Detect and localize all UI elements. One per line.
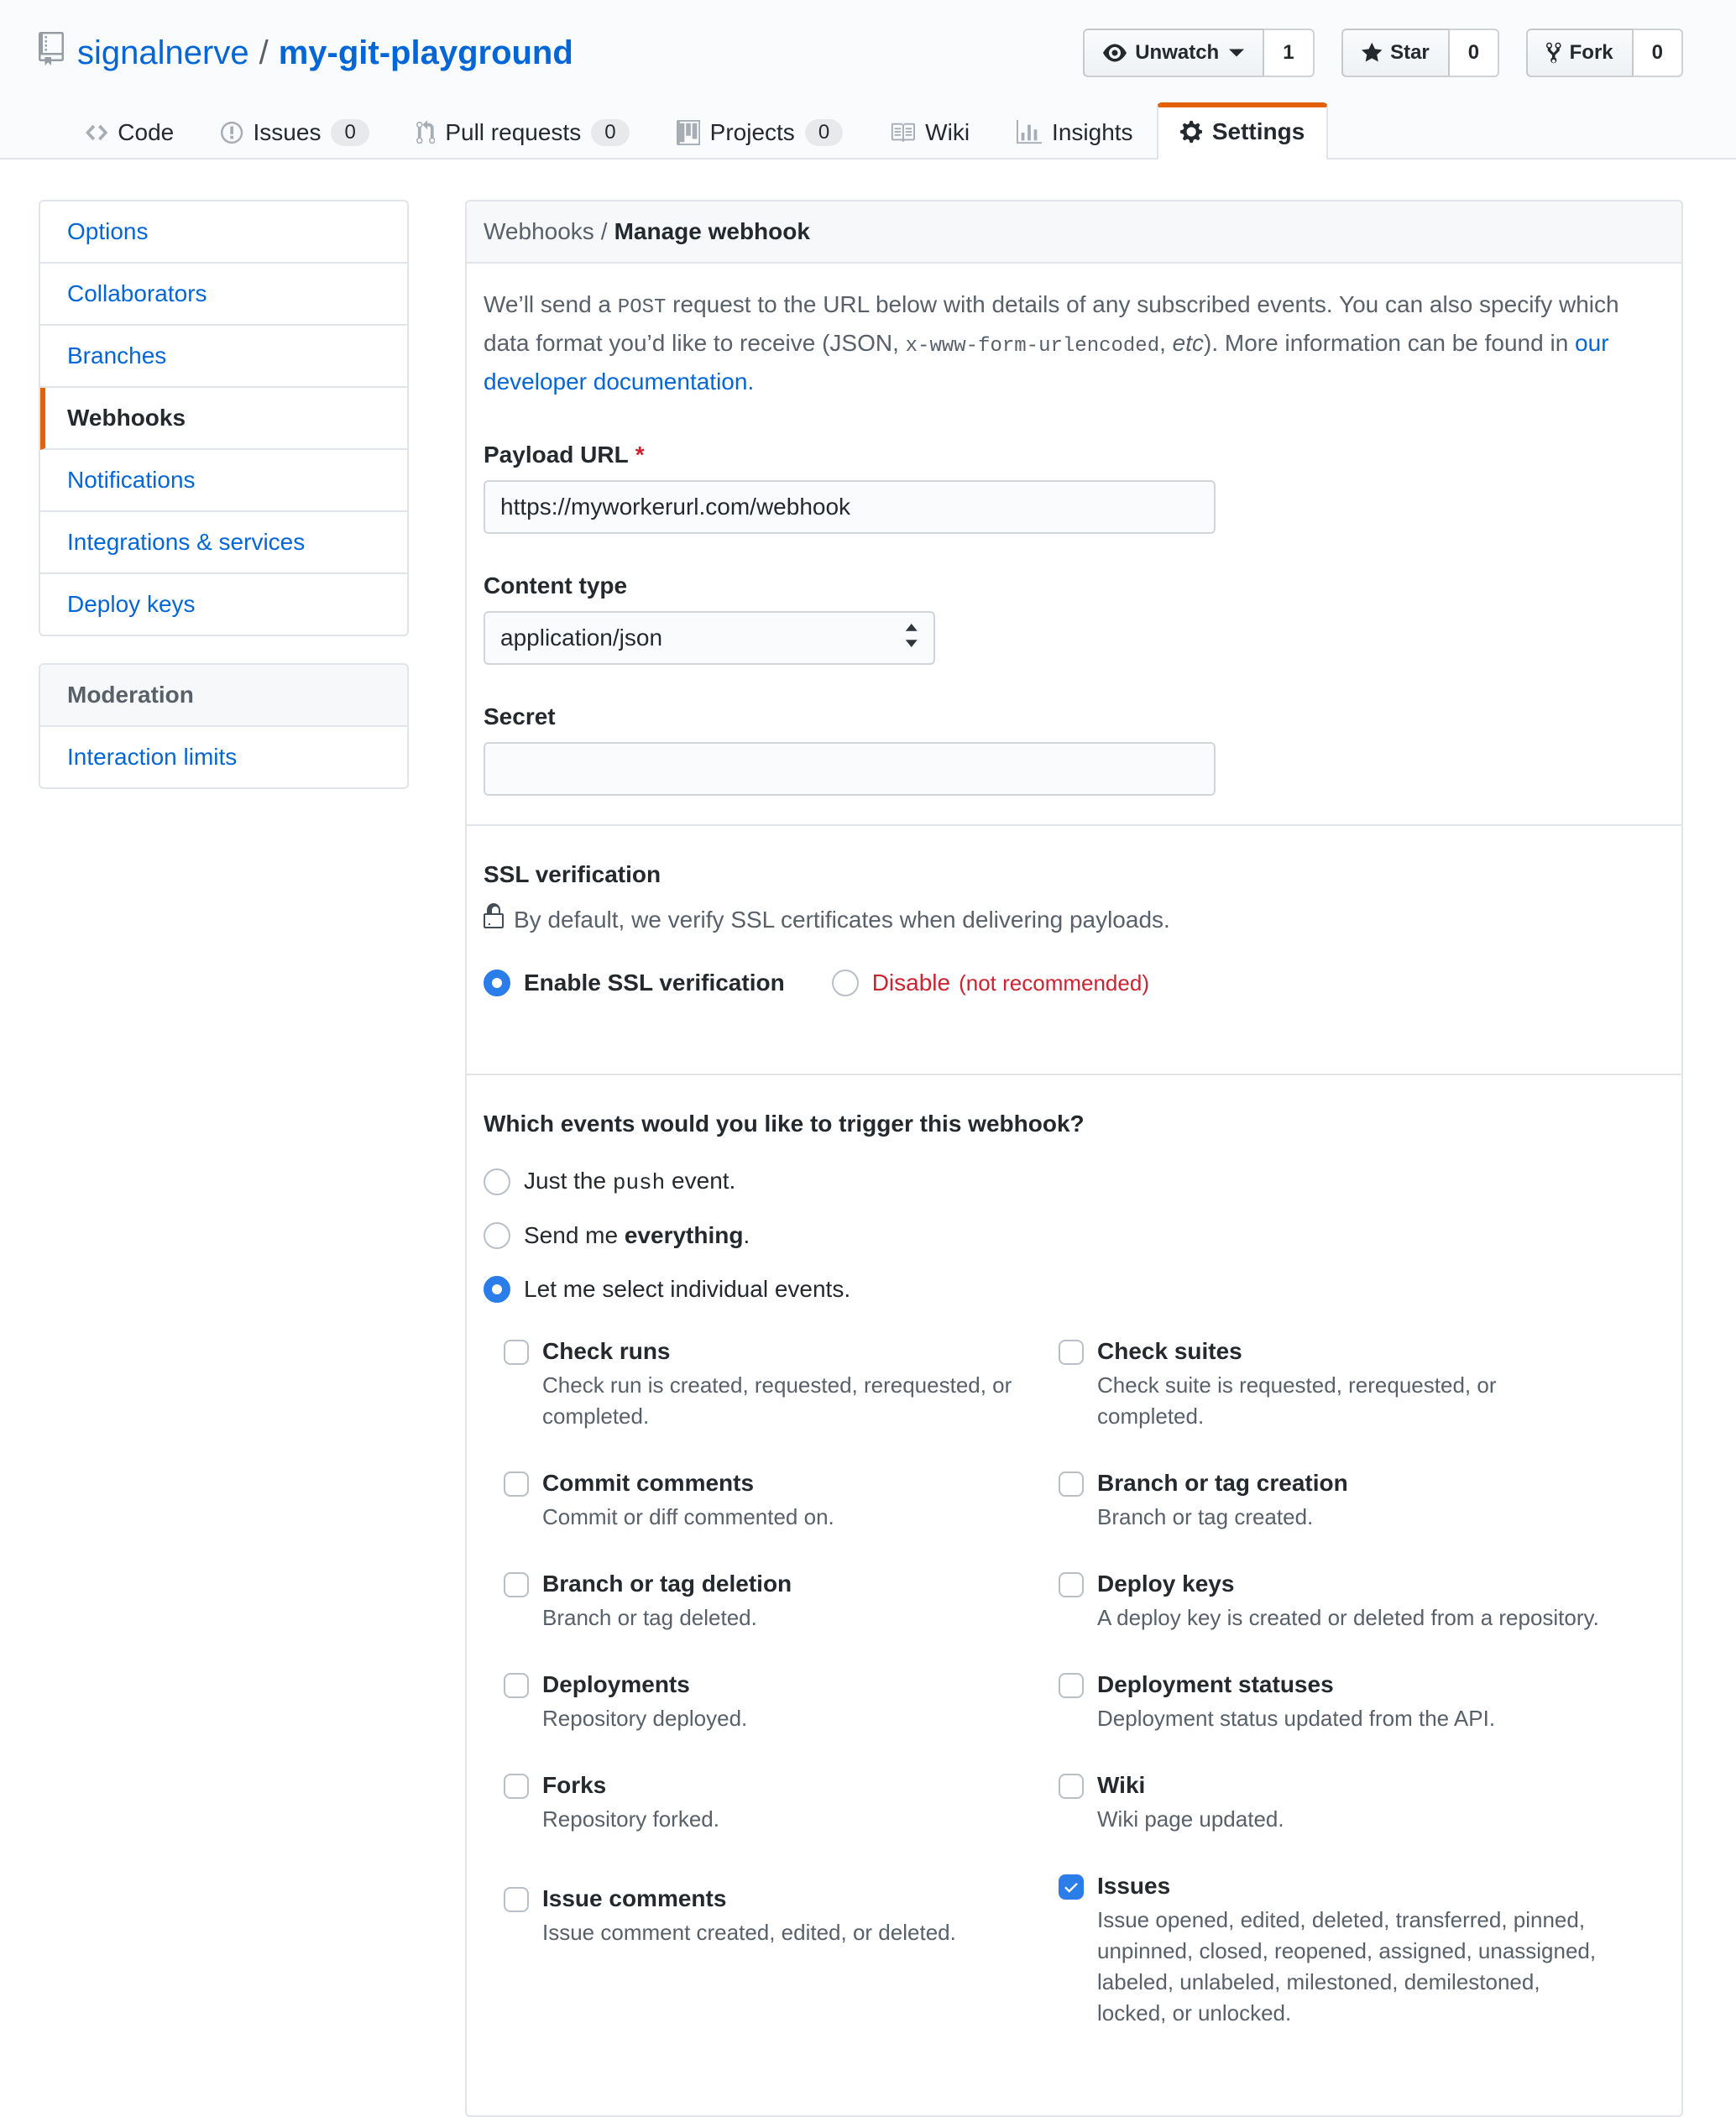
inline-text: .: [743, 1222, 750, 1248]
checkbox-check-suites[interactable]: [1059, 1340, 1084, 1365]
repo-name-link[interactable]: my-git-playground: [278, 34, 573, 71]
tab-wiki[interactable]: [866, 102, 993, 159]
select-caret-slot: [904, 624, 919, 653]
event-text: [1097, 1670, 1495, 1734]
caret-down-icon: [1229, 48, 1244, 58]
checkbox-issues[interactable]: [1059, 1874, 1084, 1900]
event-label: Deployments: [542, 1671, 690, 1697]
watch-button-group: [1083, 29, 1314, 77]
code-icon: [86, 120, 107, 145]
checkbox-branch-or-tag-deletion[interactable]: [504, 1572, 529, 1597]
tab-label: Insights: [1052, 119, 1133, 145]
star-count[interactable]: 0: [1450, 29, 1499, 77]
event-label: Wiki: [1097, 1772, 1146, 1798]
content-type-value: application/json: [500, 625, 663, 651]
event-text: [542, 1468, 834, 1533]
checkbox-wiki[interactable]: [1059, 1774, 1084, 1799]
repo-action-buttons: [1056, 29, 1683, 77]
event-checkbox-item: [1059, 1770, 1646, 1835]
checkbox-deployments[interactable]: [504, 1673, 529, 1698]
event-text: [1097, 1336, 1601, 1432]
repo-icon: [39, 32, 64, 65]
star-icon: [1362, 41, 1383, 65]
tab-issues[interactable]: [197, 102, 393, 159]
sidebar-item-collaborators[interactable]: Collaborators: [40, 264, 407, 326]
event-text: [542, 1569, 792, 1633]
event-label: Check runs: [542, 1338, 671, 1364]
tab-insights[interactable]: [993, 102, 1157, 159]
event-label: Issues: [1097, 1873, 1171, 1899]
event-description: Branch or tag deleted.: [542, 1605, 757, 1630]
content-type-select[interactable]: [484, 611, 935, 665]
event-checkbox-item: [504, 1569, 1059, 1633]
checkbox-forks[interactable]: [504, 1774, 529, 1799]
event-description: Wiki page updated.: [1097, 1806, 1284, 1832]
fork-button-group: [1526, 29, 1683, 77]
event-text: [1097, 1569, 1599, 1633]
event-label: Branch or tag deletion: [542, 1571, 792, 1597]
event-trigger-radio-1[interactable]: [484, 1168, 510, 1195]
event-checkbox-item: [504, 1884, 1059, 1948]
projects-icon: [677, 120, 700, 145]
event-label: Check suites: [1097, 1338, 1242, 1364]
event-checkbox-item: [1059, 1871, 1646, 2029]
select-caret-icon: [904, 624, 919, 647]
repo-separator: /: [259, 34, 269, 71]
insights-icon: [1017, 120, 1042, 145]
required-mark: *: [635, 442, 645, 468]
settings-sidebar: [39, 200, 409, 789]
inline-code: x-www-form-urlencoded: [905, 335, 1160, 358]
check-icon: [1064, 1879, 1079, 1895]
event-text: [1097, 1770, 1284, 1835]
inline-text: We’ll send a: [484, 291, 618, 317]
ssl-verification-section: [467, 826, 1681, 1045]
payload-url-input[interactable]: [484, 480, 1216, 534]
sidebar-item-deploy-keys[interactable]: Deploy keys: [67, 591, 196, 617]
sidebar-item-interaction-limits[interactable]: Interaction limits: [67, 744, 238, 770]
secret-label: Secret: [484, 703, 556, 729]
inline-text: ,: [1159, 330, 1173, 356]
inline-text: request to the URL below with details of any subscribed events. You can also specify which data format you’d like to receive (JSON,: [484, 291, 1619, 356]
event-description: Repository deployed.: [542, 1706, 748, 1731]
tab-counter: 0: [805, 119, 843, 146]
secret-input[interactable]: [484, 742, 1216, 796]
fork-icon: [1546, 41, 1561, 65]
checkbox-check-runs[interactable]: [504, 1340, 529, 1365]
event-description: Check suite is requested, rerequested, or completed.: [1097, 1372, 1497, 1429]
repo-title: [39, 32, 573, 74]
event-text: [1097, 1468, 1348, 1533]
repo-owner-link[interactable]: signalnerve: [77, 34, 249, 71]
checkbox-deploy-keys[interactable]: [1059, 1572, 1084, 1597]
star-button[interactable]: [1341, 29, 1450, 77]
ssl-enable-radio[interactable]: [484, 970, 510, 996]
event-description: Deployment status updated from the API.: [1097, 1706, 1496, 1731]
inline-bold: everything: [624, 1222, 744, 1248]
tab-label: Code: [118, 119, 175, 145]
checkbox-branch-or-tag-creation[interactable]: [1059, 1471, 1084, 1497]
tab-projects[interactable]: [653, 102, 867, 159]
event-checkbox-item: [504, 1770, 1059, 1835]
ssl-disable-note: (not recommended): [959, 970, 1149, 996]
event-text: [542, 1336, 1046, 1432]
inline-code: push: [612, 1170, 666, 1195]
issue-icon: [221, 120, 243, 145]
event-checkbox-item: [1059, 1336, 1646, 1432]
repo-header: [0, 0, 1736, 159]
moderation-menu: [39, 663, 409, 789]
sidebar-item-webhooks[interactable]: Webhooks: [40, 388, 407, 450]
event-trigger-option: [484, 1168, 1665, 1195]
event-checkbox-item: [1059, 1569, 1646, 1633]
event-trigger-radio-3[interactable]: [484, 1276, 510, 1303]
event-label: Deployment statuses: [1097, 1671, 1334, 1697]
event-trigger-label: [524, 1276, 850, 1303]
event-trigger-label: [524, 1168, 735, 1195]
tab-label: Projects: [709, 119, 795, 145]
fork-button[interactable]: [1526, 29, 1634, 77]
star-button-group: [1341, 29, 1500, 77]
repo-icon-slot: [39, 32, 77, 74]
event-description: Repository forked.: [542, 1806, 719, 1832]
sidebar-item-notifications[interactable]: Notifications: [40, 450, 407, 512]
events-section: [467, 1075, 1681, 2115]
lock-icon-slot: [484, 903, 514, 936]
event-checkbox-item: [1059, 1468, 1646, 1533]
wiki-icon: [890, 120, 915, 145]
event-checkbox-grid: [504, 1336, 1665, 2065]
breadcrumb: [467, 201, 1681, 264]
tab-counter: 0: [331, 119, 369, 146]
tab-label: Issues: [253, 119, 322, 145]
inline-code: POST: [617, 296, 667, 319]
ssl-disable-radio[interactable]: [832, 970, 859, 996]
tab-label: Settings: [1211, 118, 1305, 144]
eye-icon: [1103, 41, 1127, 65]
event-description: Commit or diff commented on.: [542, 1504, 834, 1529]
lock-icon: [484, 903, 504, 930]
webhook-description: [467, 264, 1681, 408]
developer-docs-link[interactable]: our developer documentation.: [484, 330, 1609, 395]
inline-text: Send me: [524, 1222, 625, 1248]
inline-text: Just the: [524, 1168, 613, 1194]
inline-text: event.: [665, 1168, 736, 1194]
event-label: Issue comments: [542, 1885, 727, 1911]
event-trigger-radio-2[interactable]: [484, 1222, 510, 1249]
tab-pull-requests[interactable]: [393, 102, 653, 159]
tab-label: Wiki: [925, 119, 970, 145]
watch-button[interactable]: [1083, 29, 1264, 77]
content-type-label: Content type: [484, 572, 628, 599]
tab-settings[interactable]: [1157, 102, 1329, 159]
event-label: Branch or tag creation: [1097, 1470, 1348, 1496]
breadcrumb-webhooks-link[interactable]: Webhooks: [484, 218, 594, 244]
event-description: Issue opened, edited, deleted, transferred, pinned, unpinned, closed, reopened, assigned, unassigned, labeled, unlabeled, milestoned, demilestoned, locked, or unlocked.: [1097, 1907, 1597, 2026]
repo-nav: [0, 102, 1736, 159]
event-text: [542, 1770, 719, 1835]
star-button-label: Star: [1390, 41, 1430, 64]
event-checkbox-item: [1059, 1670, 1646, 1734]
event-label: Deploy keys: [1097, 1571, 1235, 1597]
event-description: Check run is created, requested, rerequested, or completed.: [542, 1372, 1012, 1429]
event-trigger-label: [524, 1222, 750, 1249]
event-checkbox-item: [504, 1468, 1059, 1533]
event-label: Forks: [542, 1772, 607, 1798]
ssl-heading: SSL verification: [484, 861, 661, 887]
settings-menu: [39, 200, 409, 636]
event-text: [542, 1884, 956, 1948]
tab-code[interactable]: [62, 102, 197, 159]
event-checkbox-item: [504, 1336, 1059, 1432]
webhook-panel: [465, 200, 1683, 2117]
inline-text: ). More information can be found in: [1204, 330, 1576, 356]
watch-count[interactable]: 1: [1264, 29, 1314, 77]
gear-icon: [1180, 119, 1202, 144]
tab-label: Pull requests: [445, 119, 582, 145]
inline-text: Let me select individual events.: [524, 1276, 851, 1302]
payload-url-label: Payload URL *: [484, 442, 645, 468]
checkbox-commit-comments[interactable]: [504, 1471, 529, 1497]
breadcrumb-separator: /: [600, 218, 608, 244]
event-description: Branch or tag created.: [1097, 1504, 1314, 1529]
events-heading: Which events would you like to trigger this webhook?: [484, 1111, 1085, 1137]
event-checkbox-item: [504, 1670, 1059, 1734]
ssl-note: By default, we verify SSL certificates when delivering payloads.: [484, 903, 1665, 936]
webhook-form: [467, 408, 1681, 796]
breadcrumb-current: Manage webhook: [614, 218, 810, 244]
ssl-disable-label: Disable: [871, 970, 951, 996]
tab-counter: 0: [591, 119, 629, 146]
sidebar-item-options[interactable]: Options: [40, 201, 407, 264]
checkbox-deployment-statuses[interactable]: [1059, 1673, 1084, 1698]
fork-button-label: Fork: [1569, 41, 1613, 64]
watch-button-label: Unwatch: [1135, 41, 1220, 64]
sidebar-item-integrations-services[interactable]: Integrations & services: [40, 512, 407, 574]
fork-count[interactable]: 0: [1634, 29, 1683, 77]
event-description: Issue comment created, edited, or deleted.: [542, 1920, 956, 1945]
moderation-menu-header: Moderation: [40, 665, 407, 727]
event-label: Commit comments: [542, 1470, 755, 1496]
event-text: [542, 1670, 747, 1734]
inline-italic: etc: [1172, 330, 1205, 356]
ssl-enable-label: Enable SSL verification: [524, 970, 785, 996]
event-trigger-option: [484, 1222, 1665, 1249]
sidebar-item-branches[interactable]: Branches: [40, 326, 407, 388]
event-description: A deploy key is created or deleted from a repository.: [1097, 1605, 1599, 1630]
pull-request-icon: [416, 120, 436, 145]
event-text: [1097, 1871, 1601, 2029]
event-trigger-option: [484, 1276, 1665, 1303]
checkbox-issue-comments[interactable]: [504, 1887, 529, 1912]
